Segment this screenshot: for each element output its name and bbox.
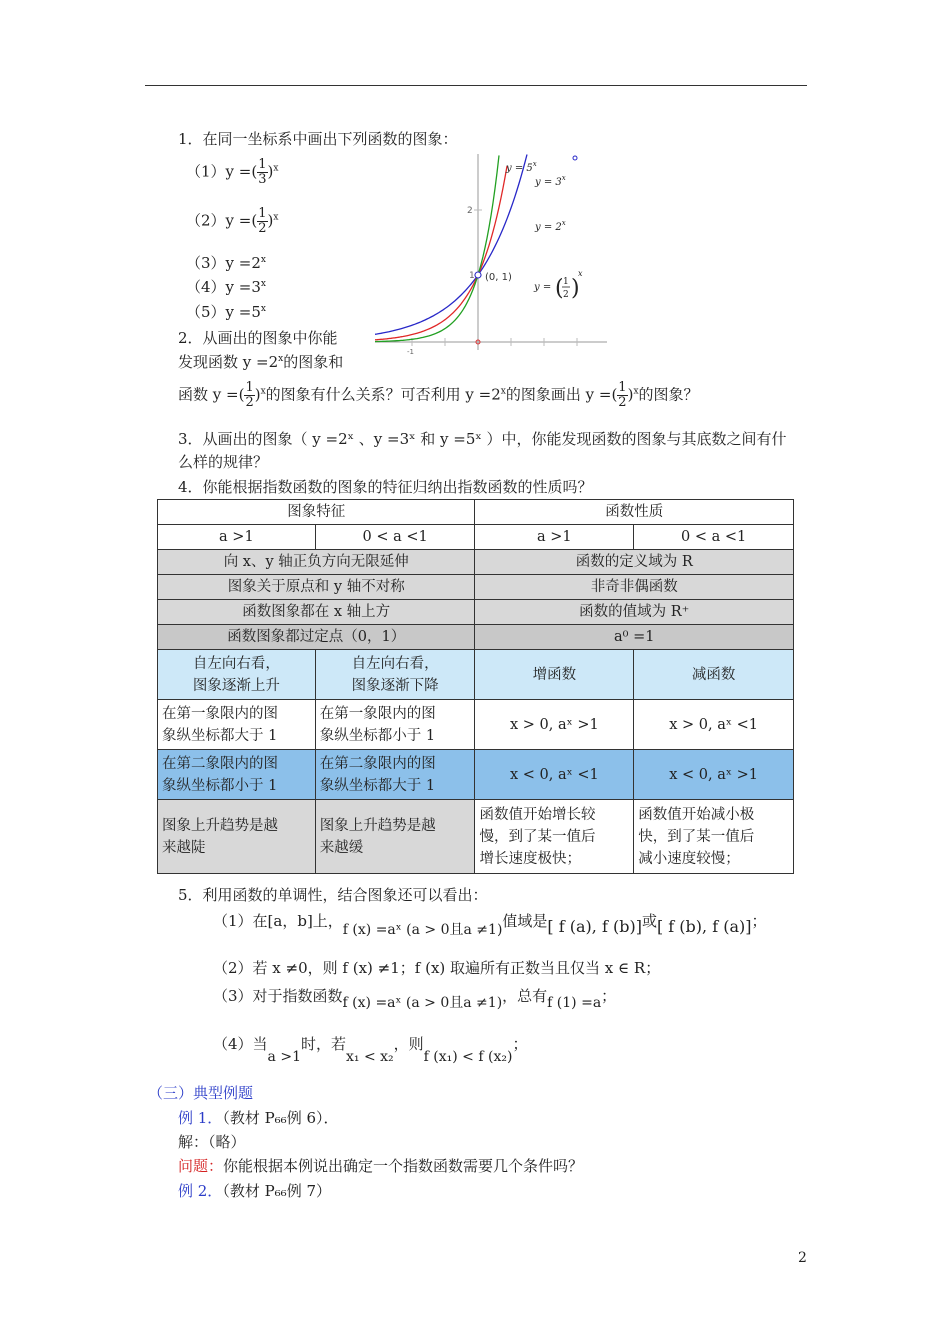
paren-left: ( [555,276,564,301]
table-row: 图象关于原点和 y 轴不对称 非奇非偶函数 [158,575,794,600]
q2-line3: 函数 y =( $\frac{1}{2}$ )$^x$的图象有什么关系？可否利用 $y =2^x$的图象画出 y =( $\frac{1}{2}$ )$^x$的图象？ [178,380,699,410]
header-function-properties: 函数性质 [475,500,794,525]
header-graph-features: 图象特征 [158,500,475,525]
q5-line3: （3）对于指数函数f (x) =aˣ (a > 0且a ≠1)，总有f (1) =a； [213,987,617,1011]
fraction: $\frac{1}{2}$ [258,206,267,236]
table-row: 图象上升趋势是越 来越陡 图象上升趋势是越 来越缓 函数值开始增长较 慢，到了某一值后 增长速度极快； 函数值开始减小极 快，到了某一值后 减小速度较慢； [158,800,794,874]
header-rule [145,85,807,86]
paren-right: ) [571,276,580,301]
q1-item-5: $(5)y =5^x$ [186,303,266,321]
solution: 解：（略） [178,1133,246,1151]
table-row: 在第一象限内的图 象纵坐标都大于 1 在第一象限内的图 象纵坐标都小于 1 x > 0, aˣ >1 x > 0, aˣ <1 [158,700,794,750]
q5-title: 5．利用函数的单调性，结合图象还可以看出： [178,886,488,904]
example-1: 例 1．（教材 P₆₆例 6）． [178,1109,339,1127]
exponential-graph [375,150,610,355]
q5-line1: （1）在[a，b]上，f (x) =aˣ (a > 0且a ≠1)值域是[ f (a), f (b)]或[ f (b), f (a)]； [213,912,767,938]
q3-line2: 么样的规律？ [178,453,269,471]
q3-line1: 3．从画出的图象（ y =2ˣ 、y =3ˣ 和 y =5ˣ ）中，你能发现函数的图象与其底数之间有什 [178,430,787,448]
half-exp: x [578,269,583,278]
table-row [158,500,794,525]
example-2: 例 2．（教材 P₆₆例 7） [178,1182,332,1200]
q1-item-3: $(3)y =2^x$ [186,254,266,272]
q1-item-2: （2）y =( $\frac{1}{2}$ )$^x$ [186,206,279,236]
half-den: 2 [563,290,569,300]
table-row: 在第二象限内的图 象纵坐标都小于 1 在第二象限内的图 象纵坐标都大于 1 x < 0, aˣ <1 x < 0, aˣ >1 [158,750,794,800]
half-num: 1 [563,277,569,287]
properties-table [157,499,794,874]
section3-title: （三）典型例题 [148,1084,254,1102]
table-row: 自左向右看， 图象逐渐上升 自左向右看， 图象逐渐下降 增函数 减函数 [158,650,794,700]
tick-label-2: 2 [467,206,473,216]
problem: 问题：你能根据本例说出确定一个指数函数需要几个条件吗？ [178,1157,584,1175]
q1-item-1: （1）y =( $\frac{1}{3}$ )$^x$ [186,157,279,187]
label-y2: $y = 2^x$ [535,219,566,233]
label-y3: $y = 3^x$ [535,174,566,188]
label-y5: $y = 5^x$ [506,160,537,174]
tick-label-neg1: -1 [407,348,414,355]
table-row: 函数图象都在 x 轴上方 函数的值域为 R⁺ [158,600,794,625]
fixed-point-marker [475,272,481,278]
fraction: $\frac{1}{2}$ [618,380,627,410]
table-row: 函数图象都过定点（0，1） a⁰ =1 [158,625,794,650]
q4-title: 4．你能根据指数函数的图象的特征归纳出指数函数的性质吗？ [178,478,593,496]
fraction: $\frac{1}{2}$ [245,380,254,410]
q2-line2: 发现函数 $y =2^x$的图象和 [178,353,344,371]
label-yhalf: y = [534,282,552,293]
q5-line2: （2）若 x ≠0，则 f (x) ≠1；f (x) 取遍所有正数当且仅当 x ∈ R； [213,959,661,977]
q1-title: 1．在同一坐标系中画出下列函数的图象： [178,130,458,148]
curve-y-3 [375,166,507,340]
table-row: a >1 0 < a <1 a >1 0 < a <1 [158,525,794,550]
q5-line4: （4）当a >1时，若x₁ < x₂，则f (x₁) < f (x₂)； [213,1035,528,1065]
fraction: $\frac{1}{3}$ [258,157,267,187]
table-row: 向 x、y 轴正负方向无限延伸 函数的定义域为 R [158,550,794,575]
point-label: (0, 1) [485,272,512,283]
curve-end-marker [573,156,577,160]
tick-label-1: 1 [469,271,475,281]
q1-item-4: $(4)y =3^x$ [186,278,266,296]
q2-line1: 2．从画出的图象中你能 [178,329,338,347]
page-number: 2 [798,1250,807,1266]
